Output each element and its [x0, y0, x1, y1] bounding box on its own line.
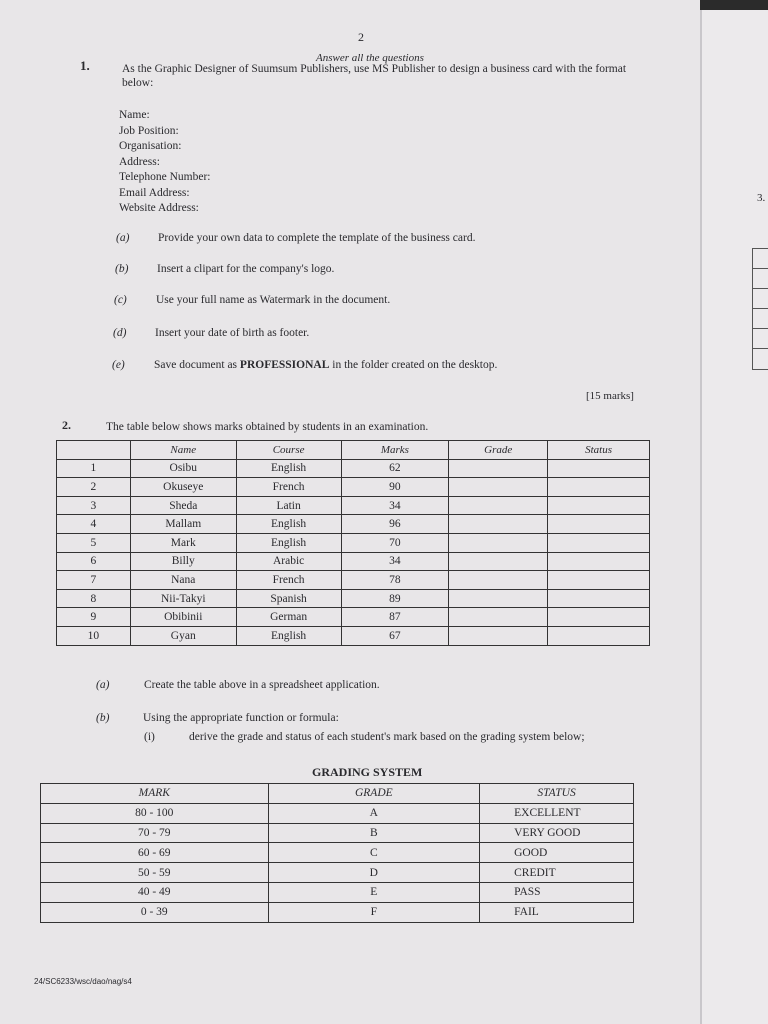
cell-name: Gyan — [130, 626, 236, 645]
adjacent-table-cell — [752, 268, 768, 290]
cell-marks: 67 — [341, 626, 449, 645]
table-row — [57, 478, 650, 497]
field-organisation: Organisation: — [119, 140, 182, 152]
cell-grade — [449, 478, 548, 497]
table-row — [57, 459, 650, 478]
cell-grade — [449, 496, 548, 515]
cell-course: French — [236, 478, 341, 497]
cell-name: Mallam — [130, 515, 236, 534]
header-marks: Marks — [341, 441, 449, 460]
cell-name: Obibinii — [130, 608, 236, 627]
cell-marks: 34 — [341, 552, 449, 571]
cell-name: Sheda — [130, 496, 236, 515]
cell-course: English — [236, 626, 341, 645]
field-name: Name: — [119, 109, 150, 121]
cell-index: 1 — [57, 459, 131, 478]
cell-name: Nana — [130, 571, 236, 590]
cell-status — [548, 626, 650, 645]
task-e-text — [154, 359, 497, 371]
grading-grade: E — [268, 882, 480, 902]
cell-course: Latin — [236, 496, 341, 515]
task-d-text: Insert your date of birth as footer. — [155, 327, 310, 339]
part-b-i-label: (i) — [144, 731, 155, 743]
cell-name: Mark — [130, 533, 236, 552]
grading-system-title: GRADING SYSTEM — [312, 765, 423, 779]
field-telephone: Telephone Number: — [119, 171, 211, 183]
grading-row — [41, 823, 634, 843]
grading-status: PASS — [480, 882, 634, 902]
table-row — [57, 533, 650, 552]
header-status: Status — [548, 441, 650, 460]
part-a-text: Create the table above in a spreadsheet application. — [144, 679, 380, 691]
cell-name: Billy — [130, 552, 236, 571]
cell-grade — [449, 608, 548, 627]
grading-mark: 40 - 49 — [41, 882, 269, 902]
task-a-label: (a) — [116, 232, 130, 244]
field-email: Email Address: — [119, 186, 190, 199]
cell-course: French — [236, 571, 341, 590]
cell-name: Nii-Takyi — [130, 589, 236, 608]
cell-marks: 62 — [341, 459, 449, 478]
cell-name: Osibu — [130, 459, 236, 478]
student-marks-table — [56, 440, 650, 646]
cell-grade — [449, 515, 548, 534]
grading-grade: C — [268, 843, 480, 863]
task-e-filename: PROFESSIONAL — [239, 359, 330, 371]
next-question-number: 3. — [757, 192, 766, 204]
cell-index: 6 — [57, 552, 131, 571]
cell-status — [548, 571, 650, 590]
grading-mark: 50 - 59 — [41, 863, 269, 883]
task-d-label: (d) — [113, 327, 127, 339]
task-c-label: (c) — [114, 294, 127, 306]
grading-mark: 0 - 39 — [41, 902, 269, 922]
adjacent-page — [700, 10, 768, 1024]
task-b-label: (b) — [115, 263, 129, 275]
cell-course: Spanish — [236, 589, 341, 608]
cell-grade — [449, 459, 548, 478]
grading-status: EXCELLENT — [480, 803, 634, 823]
task-b-text: Insert a clipart for the company's logo. — [157, 263, 335, 275]
adjacent-table-cell — [752, 308, 768, 330]
cell-marks: 70 — [341, 533, 449, 552]
grading-row — [41, 863, 634, 883]
field-website: Website Address: — [119, 202, 199, 214]
cell-index: 8 — [57, 589, 131, 608]
question-2-number: 2. — [62, 418, 71, 432]
table-row — [57, 515, 650, 534]
grading-status: GOOD — [480, 843, 634, 863]
grading-header-mark: MARK — [41, 784, 269, 804]
grading-grade: D — [268, 863, 480, 883]
cell-marks: 34 — [341, 496, 449, 515]
cell-grade — [449, 571, 548, 590]
grading-status: FAIL — [480, 902, 634, 922]
grading-row — [41, 882, 634, 902]
task-e-text-after: in the folder created on the desktop. — [329, 359, 498, 371]
part-a-label: (a) — [96, 679, 110, 691]
question-1-intro: As the Graphic Designer of Suumsum Publishers, use MS Publisher to design a business card with the format below: — [122, 63, 627, 89]
grading-grade: B — [268, 823, 480, 843]
grading-header-row — [41, 784, 634, 804]
adjacent-table-cell — [752, 288, 768, 310]
grading-row — [41, 843, 634, 863]
grading-grade: F — [268, 902, 480, 922]
adjacent-table-cell — [752, 348, 768, 370]
cell-status — [548, 515, 650, 534]
cell-index: 10 — [57, 626, 131, 645]
cell-name: Okuseye — [130, 478, 236, 497]
grading-row — [41, 803, 634, 823]
cell-index: 2 — [57, 478, 131, 497]
cell-course: English — [236, 459, 341, 478]
header-course: Course — [236, 441, 341, 460]
cell-grade — [449, 589, 548, 608]
table-row — [57, 552, 650, 571]
cell-course: German — [236, 608, 341, 627]
field-job-position: Job Position: — [119, 124, 179, 137]
table-row — [57, 496, 650, 515]
field-address: Address: — [119, 155, 160, 168]
table-row — [57, 608, 650, 627]
cell-index: 5 — [57, 533, 131, 552]
cell-index: 3 — [57, 496, 131, 515]
grading-mark: 70 - 79 — [41, 823, 269, 843]
grading-header-status: STATUS — [480, 784, 634, 804]
header-name: Name — [130, 441, 236, 460]
grading-mark: 60 - 69 — [41, 843, 269, 863]
cell-marks: 87 — [341, 608, 449, 627]
grading-status: CREDIT — [480, 863, 634, 883]
cell-status — [548, 608, 650, 627]
part-b-label: (b) — [96, 712, 110, 724]
footer-code: 24/SC6233/wsc/dao/nag/s4 — [34, 977, 132, 986]
header-index — [57, 441, 131, 460]
grading-grade: A — [268, 803, 480, 823]
cell-status — [548, 533, 650, 552]
cell-marks: 90 — [341, 478, 449, 497]
cell-status — [548, 589, 650, 608]
adjacent-table-cell — [752, 328, 768, 350]
cell-marks: 96 — [341, 515, 449, 534]
cell-grade — [449, 552, 548, 571]
cell-grade — [449, 626, 548, 645]
task-c-text: Use your full name as Watermark in the document. — [156, 294, 391, 306]
question-1-marks: [15 marks] — [586, 390, 634, 402]
table-header-row — [57, 441, 650, 460]
table-row — [57, 571, 650, 590]
cell-marks: 78 — [341, 571, 449, 590]
cell-status — [548, 459, 650, 478]
grading-status: VERY GOOD — [480, 823, 634, 843]
adjacent-table-cell — [752, 248, 768, 270]
table-row — [57, 589, 650, 608]
cell-index: 4 — [57, 515, 131, 534]
cell-grade — [449, 533, 548, 552]
header-grade: Grade — [449, 441, 548, 460]
task-e-text-before: Save document as — [154, 359, 240, 371]
grading-row — [41, 902, 634, 922]
cell-course: Arabic — [236, 552, 341, 571]
cell-status — [548, 496, 650, 515]
task-e-label: (e) — [112, 359, 125, 371]
grading-system-table — [40, 783, 634, 923]
cell-index: 9 — [57, 608, 131, 627]
question-2-intro: The table below shows marks obtained by students in an examination. — [106, 421, 429, 433]
cell-course: English — [236, 533, 341, 552]
table-row — [57, 626, 650, 645]
cell-status — [548, 478, 650, 497]
page-number: 2 — [358, 30, 364, 44]
part-b-i-text: derive the grade and status of each student's mark based on the grading system below; — [189, 731, 585, 743]
part-b-text: Using the appropriate function or formula: — [143, 712, 339, 724]
cell-course: English — [236, 515, 341, 534]
business-card-fields — [119, 108, 210, 217]
task-a-text: Provide your own data to complete the template of the business card. — [158, 232, 476, 244]
instruction: Answer all the questions — [316, 52, 424, 64]
cell-marks: 89 — [341, 589, 449, 608]
cell-status — [548, 552, 650, 571]
grading-header-grade: GRADE — [268, 784, 480, 804]
question-1-number: 1. — [80, 58, 90, 73]
grading-mark: 80 - 100 — [41, 803, 269, 823]
cell-index: 7 — [57, 571, 131, 590]
